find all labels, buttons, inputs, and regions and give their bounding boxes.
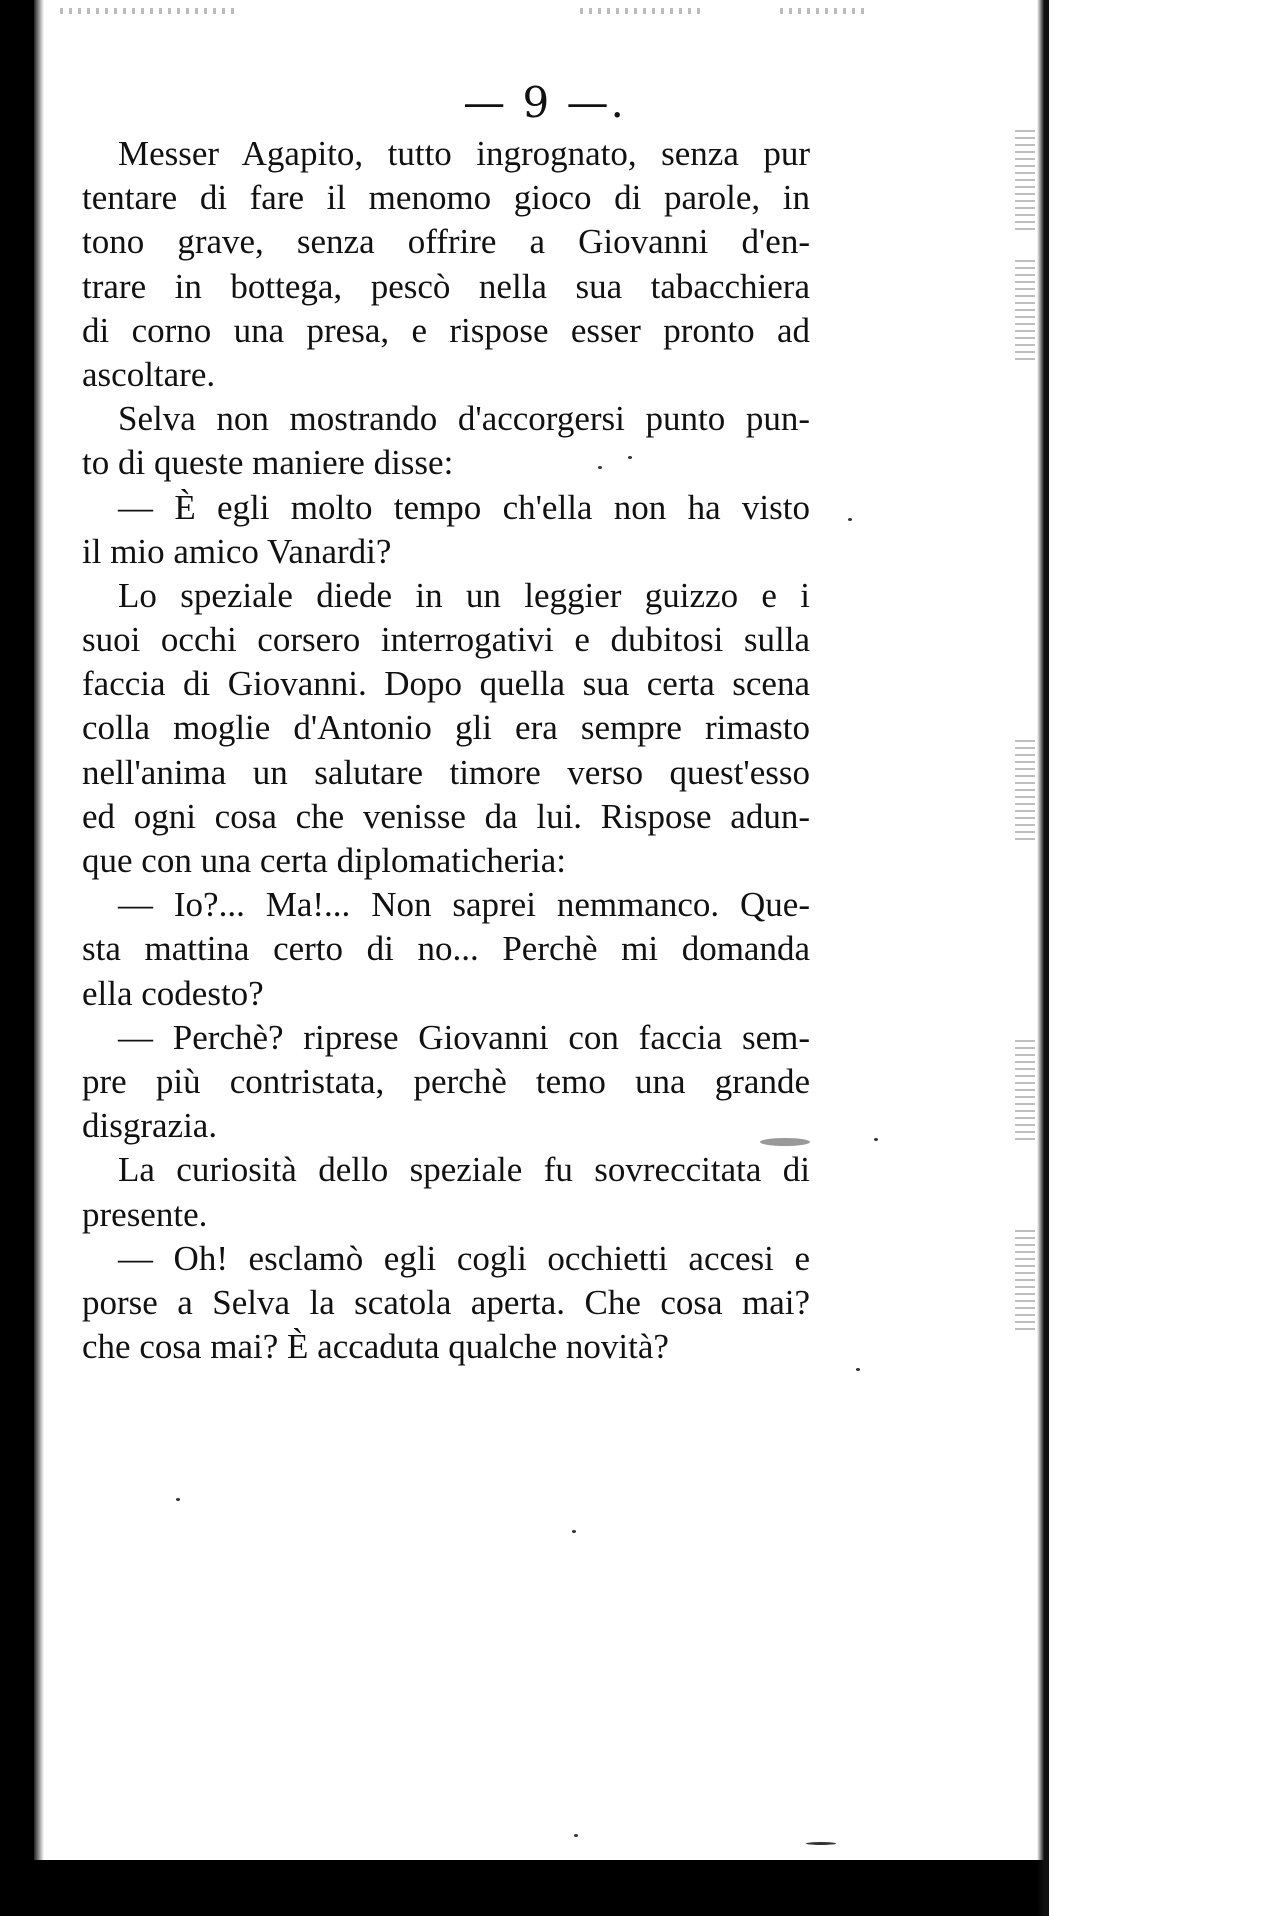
text-line: suoi occhi corsero interrogativi e dubitosi sulla [82,620,810,660]
scan-speck [574,1834,578,1837]
text-line: il mio amico Vanardi? [82,531,392,571]
text-line: ed ogni cosa che venisse da lui. Rispose adun- [82,796,810,836]
body-text [82,132,810,1369]
text-line: que con una certa diplomaticheria: [82,841,566,880]
text-line: to di queste maniere disse: [82,443,454,483]
scan-speck [806,1842,836,1845]
text-line: porse a Selva la scatola aperta. Che cosa mai? [82,1282,810,1322]
scan-speck [848,518,852,521]
text-line: presente. [82,1194,208,1234]
text-line: di corno una presa, e rispose esser pronto ad [82,310,810,350]
text-line: faccia di Giovanni. Dopo quella sua certa scena [82,664,810,704]
scan-speck [874,1138,878,1141]
scan-noise [60,8,240,14]
text-line: pre più contristata, perchè temo una grande [82,1061,810,1101]
scan-speck [176,1498,180,1501]
text-line: — È egli molto tempo ch'ella non ha visto [118,487,810,527]
text-line: Messer Agapito, tutto ingrognato, senza pur [118,134,810,173]
scan-left-border [0,0,34,1916]
text-line: disgrazia. [82,1106,218,1146]
text-line: Selva non mostrando d'accorgersi punto pun- [118,399,810,439]
text-line: Lo speziale diede in un leggier guizzo e i [118,575,810,615]
scan-bottom-border [0,1860,1049,1916]
text-line: nell'anima un salutare timore verso quest'esso [82,752,810,792]
scan-speck [856,1368,860,1371]
text-line: sta mattina certo di no... Perchè mi domanda [82,929,810,969]
text-line: trare in bottega, pescò nella sua tabacchiera [82,266,810,306]
text-line: tono grave, senza offrire a Giovanni d'en- [82,222,810,262]
text-line: che cosa mai? È accaduta qualche novità? [82,1327,669,1367]
text-line: colla moglie d'Antonio gli era sempre rimasto [82,708,810,748]
scan-noise [1015,1040,1035,1140]
scan-noise [580,8,700,14]
text-line: — Oh! esclamò egli cogli occhietti accesi e [118,1238,810,1278]
text-line: — Io?... Ma!... Non saprei nemmanco. Que- [118,885,810,925]
scan-noise [1015,1230,1035,1330]
page-number: — 9 —. [463,78,626,127]
scan-right-border [1037,0,1049,1916]
text-line: — Perchè? riprese Giovanni con faccia sem- [118,1017,810,1057]
scan-noise [1015,260,1035,360]
scan-noise [1015,740,1035,840]
text-line: La curiosità dello speziale fu sovreccitata di [118,1150,810,1190]
scan-speck [572,1530,576,1533]
text-line: ella codesto? [82,973,264,1013]
scan-left-shadow [34,0,44,1916]
text-line: tentare di fare il menomo gioco di parole, in [82,178,810,218]
scan-noise [780,8,870,14]
text-line: ascoltare. [82,354,216,394]
scan-noise [1015,130,1035,230]
